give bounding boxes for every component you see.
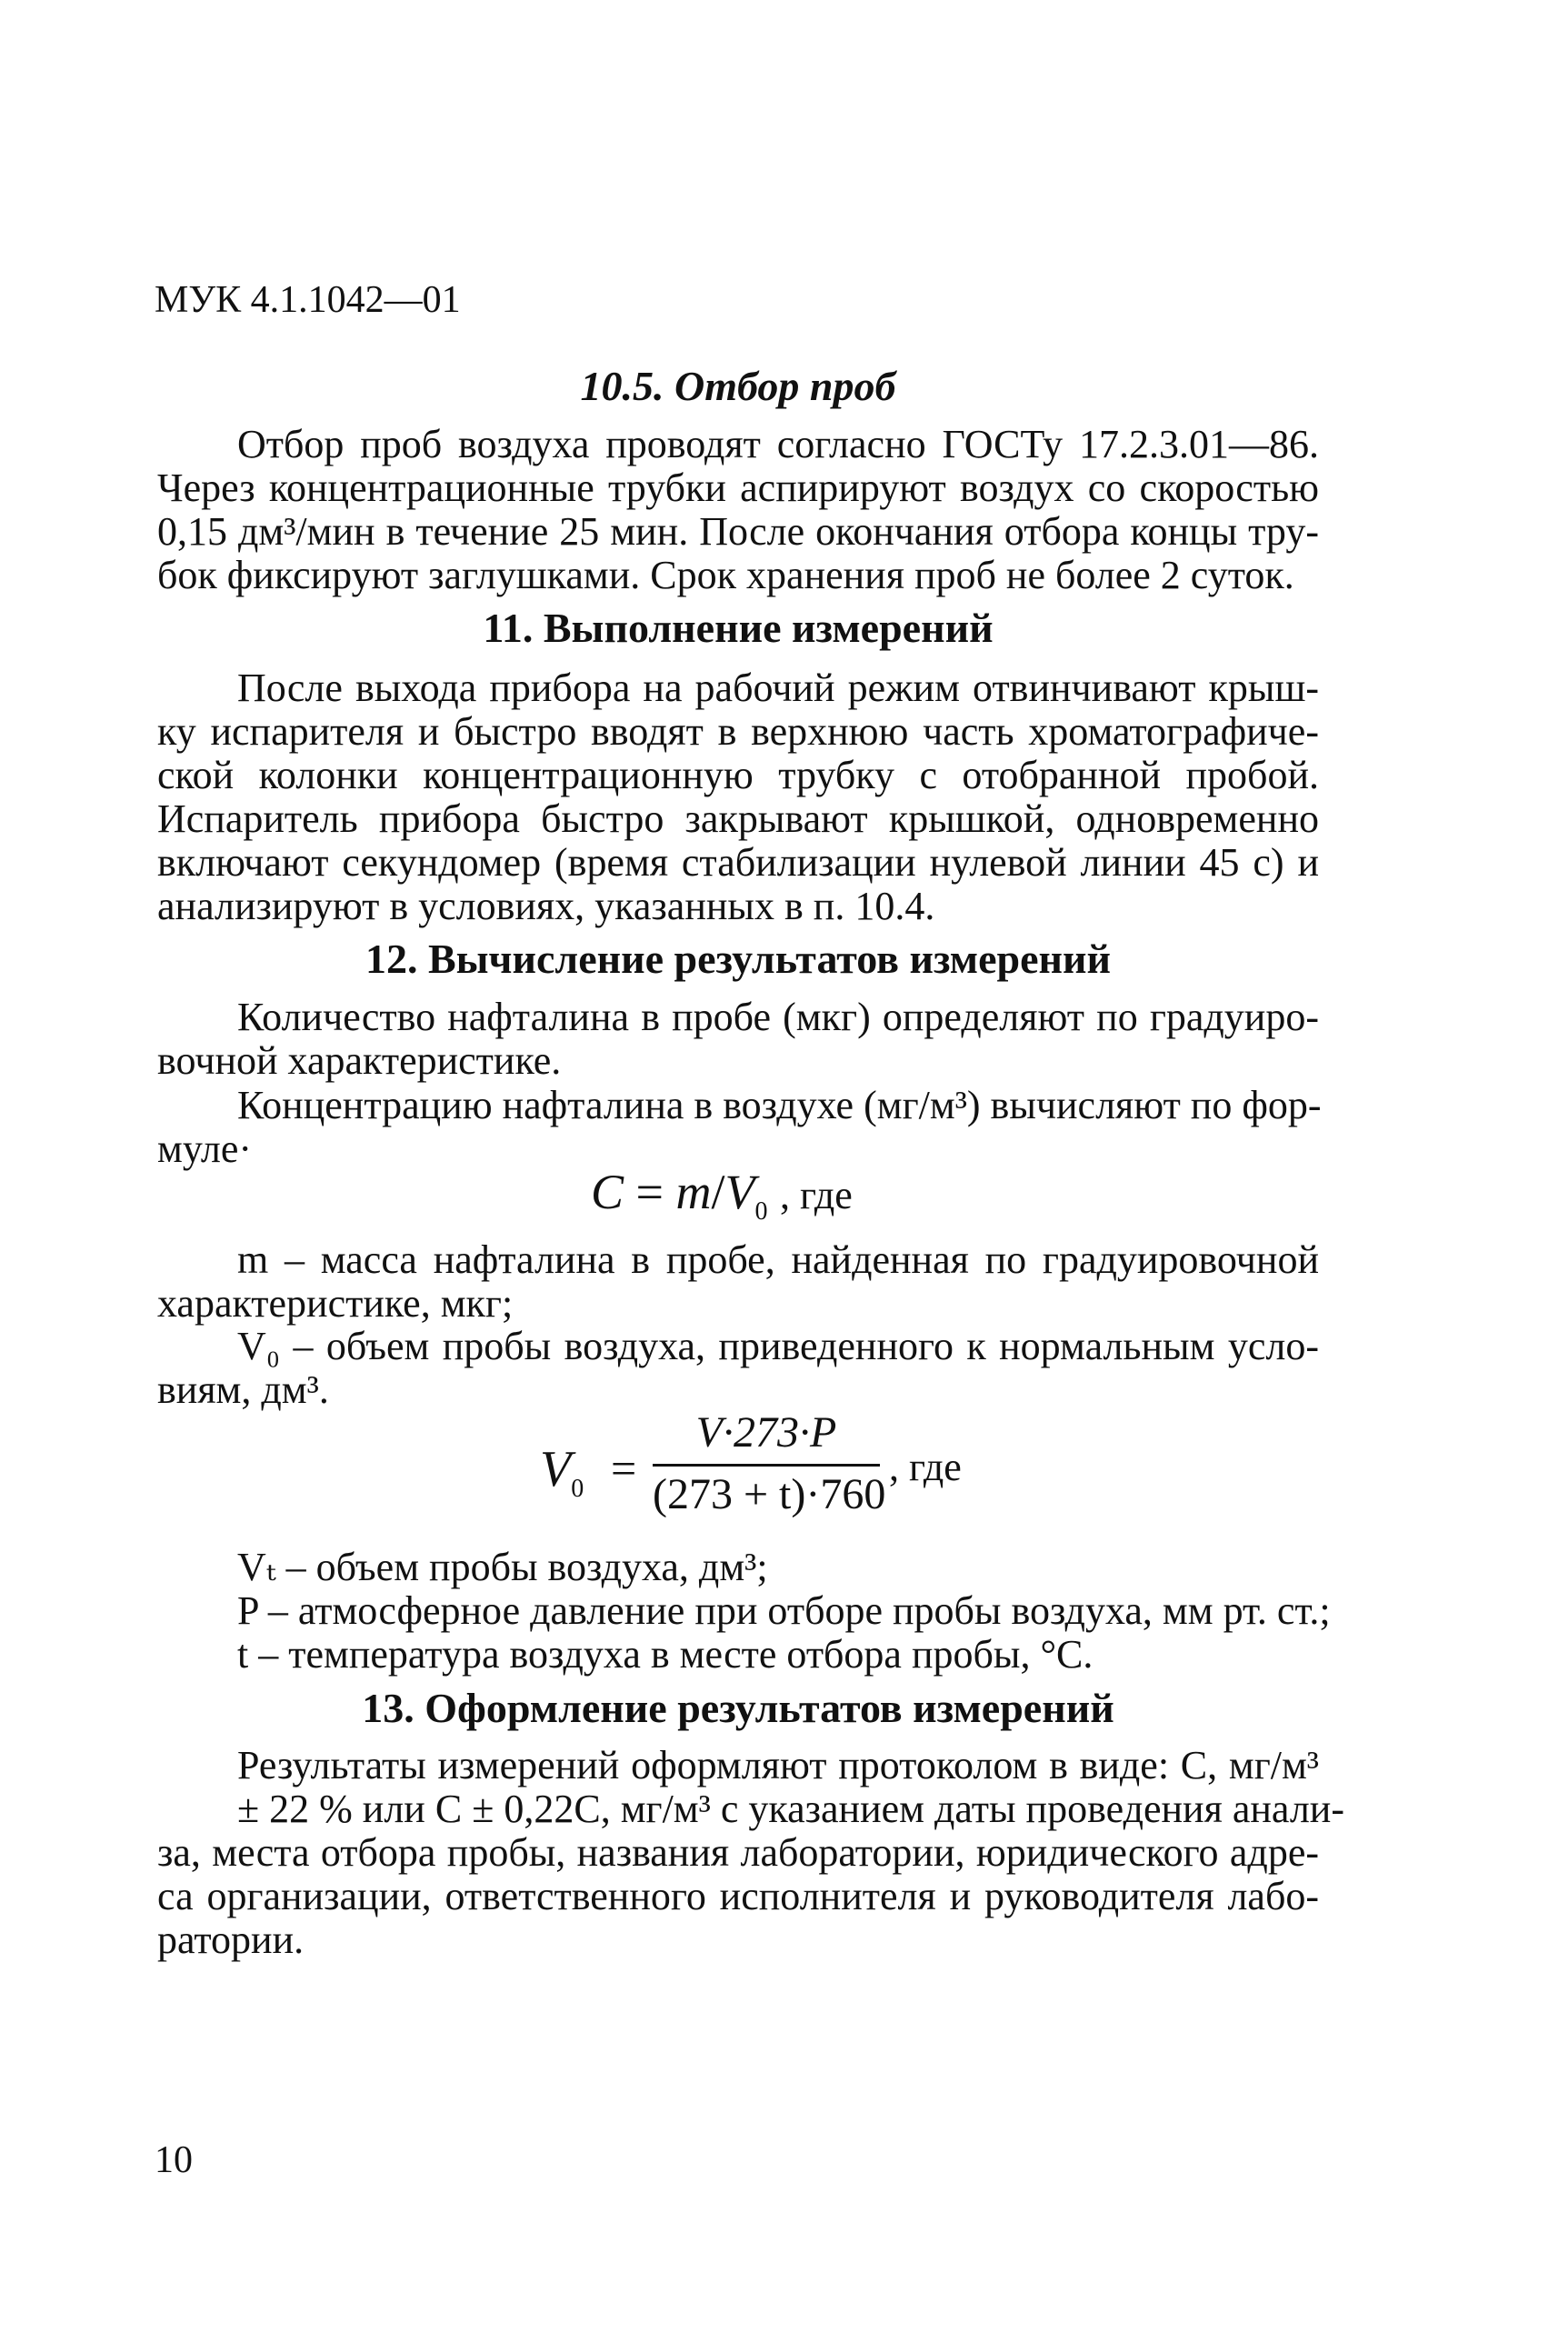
text-line: Количество нафталина в пробе (мкг) определяют по градуиро- (237, 995, 1319, 1039)
formula-denominator (653, 1469, 886, 1519)
text-line: вочной характеристике. (157, 1038, 562, 1083)
text-line: виям, дм³. (157, 1367, 329, 1412)
formula-lhs (540, 1440, 584, 1504)
text-line: Испаритель прибора быстро закрывают крышкой, одновременно (157, 796, 1319, 841)
formula-symbol: / (711, 1165, 725, 1219)
formula-symbol: V (540, 1441, 572, 1497)
text-line: ской колонки концентрационную трубку с отобранной пробой. (157, 753, 1319, 797)
text-line: характеристике, мкг; (157, 1281, 514, 1326)
definition-m (157, 1238, 1319, 1326)
text-line: После выхода прибора на рабочий режим отвинчивают крыш- (237, 666, 1319, 710)
formula-suffix: , где (780, 1173, 853, 1217)
section-10-5-text (157, 423, 1319, 597)
formula-equals: = (611, 1443, 637, 1494)
text-line: V₀ – объем пробы воздуха, приведенного к нормальным усло- (237, 1324, 1319, 1368)
formula-subscript: 0 (571, 1475, 584, 1504)
formula-symbol: = (635, 1165, 664, 1219)
text-line: са организации, ответственного исполнителя и руководителя лабо- (157, 1874, 1319, 1918)
section-12-para2 (157, 1083, 1322, 1171)
page-number: 10 (155, 2139, 193, 2181)
section-11-text (157, 666, 1319, 928)
text-line: ку испарителя и быстро вводят в верхнюю часть хроматографиче- (157, 709, 1319, 754)
text-line: t – температура воздуха в месте отбора пробы, °С. (237, 1632, 1094, 1677)
text-line: 0,15 дм³/мин в течение 25 мин. После окончания отбора концы тру- (157, 509, 1319, 554)
section-12-title: 12. Вычисление результатов измерений (365, 936, 1112, 982)
section-13-text (157, 1743, 1344, 1962)
text-line: ± 22 % или С ± 0,22С, мг/м³ с указанием даты проведения анали- (237, 1787, 1344, 1831)
text-line: Отбор проб воздуха проводят согласно ГОСТу 17.2.3.01—86. (237, 422, 1319, 466)
text-line: P – атмосферное давление при отборе пробы воздуха, мм рт. ст.; (237, 1588, 1331, 1633)
formula-suffix: , где (889, 1445, 962, 1489)
section-11-title: 11. Выполнение измерений (483, 605, 994, 651)
text-line: Концентрацию нафталина в воздухе (мг/м³) вычисляют по фор- (237, 1083, 1322, 1127)
fraction-bar (653, 1464, 880, 1467)
text-line: Vₜ – объем пробы воздуха, дм³; (237, 1545, 768, 1589)
text-line: включают секундомер (время стабилизации нулевой линии 45 с) и (157, 840, 1319, 885)
formula-symbol: m (675, 1165, 712, 1219)
formula-subscript: 0 (754, 1197, 768, 1226)
section-10-5-title: 10.5. Отбор проб (580, 363, 896, 409)
text-line: за, места отбора пробы, названия лаборатории, юридического адре- (157, 1830, 1319, 1875)
numerator-text: V·273·P (695, 1408, 837, 1457)
formula-symbol: C (591, 1165, 624, 1219)
document-code: МУК 4.1.1042—01 (155, 279, 461, 321)
section-12-para1 (157, 996, 1319, 1083)
formula-concentration (591, 1164, 853, 1226)
text-line: муле· (157, 1126, 253, 1171)
definitions-list (157, 1545, 1331, 1677)
text-line: m – масса нафталина в пробе, найденная по градуировочной (237, 1237, 1319, 1282)
text-line: Результаты измерений оформляют протоколом в виде: С, мг/м³ (237, 1743, 1319, 1787)
text-line: ратории. (157, 1917, 305, 1962)
formula-numerator (653, 1407, 880, 1457)
denominator-text: (273 + t)·760 (653, 1470, 886, 1518)
formula-symbol: V (724, 1165, 755, 1219)
definition-v0 (157, 1325, 1319, 1412)
formula-volume (540, 1407, 967, 1526)
section-13-title: 13. Оформление результатов измерений (362, 1685, 1114, 1731)
text-line: Через концентрационные трубки аспирируют воздух со скоростью (157, 466, 1319, 510)
text-line: бок фиксируют заглушками. Срок хранения проб не более 2 суток. (157, 553, 1294, 597)
text-line: анализируют в условиях, указанных в п. 10.4. (157, 884, 935, 928)
